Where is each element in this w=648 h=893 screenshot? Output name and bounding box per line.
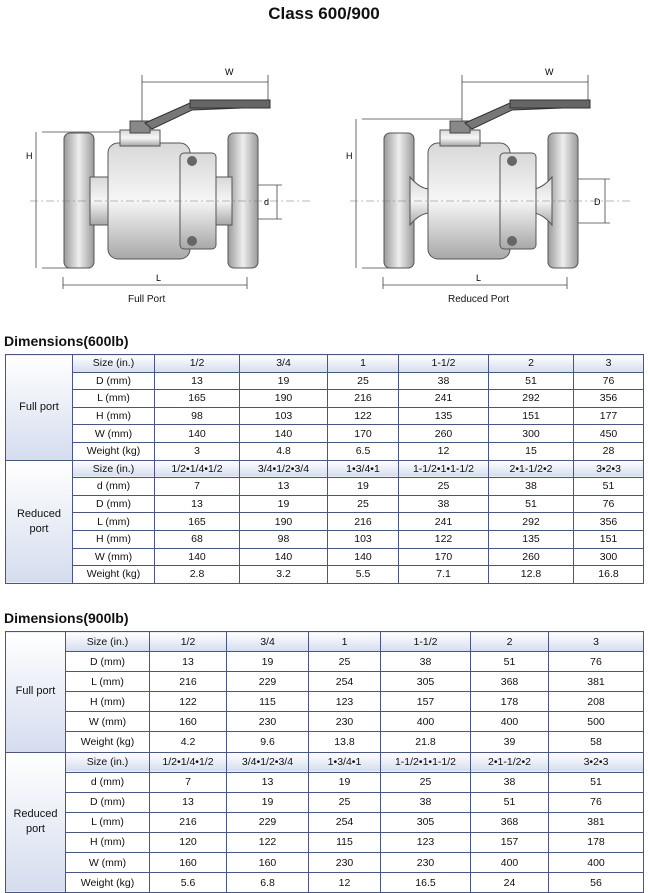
table-cell: 500 bbox=[549, 712, 644, 732]
table-row bbox=[6, 732, 644, 752]
table-cell: 115 bbox=[227, 692, 309, 712]
table-cell: 3/4 bbox=[240, 355, 328, 373]
table-cell: 4.2 bbox=[150, 732, 227, 752]
group-label: Reduced port bbox=[6, 460, 73, 583]
table-cell: 58 bbox=[549, 732, 644, 752]
row-label: Size (in.) bbox=[66, 752, 150, 772]
table-cell: 51 bbox=[489, 495, 574, 513]
table-row bbox=[6, 792, 644, 812]
table-cell: 178 bbox=[471, 692, 549, 712]
table-cell: 6.8 bbox=[227, 873, 309, 893]
table-cell: 160 bbox=[150, 853, 227, 873]
table-row bbox=[6, 632, 644, 652]
table-cell: 7.1 bbox=[399, 566, 489, 584]
table-cell: 115 bbox=[309, 832, 381, 852]
table-cell: 122 bbox=[227, 832, 309, 852]
row-label: D (mm) bbox=[73, 495, 155, 513]
table-cell: 292 bbox=[489, 390, 574, 408]
table-cell: 190 bbox=[240, 390, 328, 408]
table-cell: 254 bbox=[309, 812, 381, 832]
table-cell: 122 bbox=[328, 407, 399, 425]
row-label: D (mm) bbox=[73, 372, 155, 390]
table-cell: 2 bbox=[489, 355, 574, 373]
d-dimension-label: D bbox=[594, 197, 601, 207]
row-label: Size (in.) bbox=[73, 460, 155, 478]
table-cell: 16.5 bbox=[381, 873, 471, 893]
table-cell: 1 bbox=[309, 632, 381, 652]
table-cell: 39 bbox=[471, 732, 549, 752]
table-cell: 1-1/2•1•1-1/2 bbox=[399, 460, 489, 478]
table-cell: 6.5 bbox=[328, 442, 399, 460]
table-cell: 51 bbox=[549, 772, 644, 792]
table-cell: 98 bbox=[240, 530, 328, 548]
l-dimension-label: L bbox=[476, 273, 482, 283]
table-cell: 356 bbox=[574, 513, 644, 531]
table-cell: 305 bbox=[381, 812, 471, 832]
table-row bbox=[6, 752, 644, 772]
table-cell: 103 bbox=[328, 530, 399, 548]
table-cell: 230 bbox=[309, 853, 381, 873]
table-cell: 16.8 bbox=[574, 566, 644, 584]
section-heading-900lb: Dimensions(900lb) bbox=[4, 610, 129, 626]
table-cell: 230 bbox=[381, 853, 471, 873]
row-label: Weight (kg) bbox=[73, 566, 155, 584]
table-cell: 19 bbox=[227, 652, 309, 672]
table-cell: 165 bbox=[155, 513, 240, 531]
table-cell: 260 bbox=[399, 425, 489, 443]
table-cell: 38 bbox=[381, 792, 471, 812]
table-cell: 2•1-1/2•2 bbox=[489, 460, 574, 478]
table-cell: 140 bbox=[328, 548, 399, 566]
table-cell: 7 bbox=[150, 772, 227, 792]
table-cell: 160 bbox=[227, 853, 309, 873]
table-row bbox=[6, 530, 644, 548]
table-cell: 381 bbox=[549, 812, 644, 832]
table-cell: 177 bbox=[574, 407, 644, 425]
table-cell: 13.8 bbox=[309, 732, 381, 752]
table-cell: 400 bbox=[471, 853, 549, 873]
table-row bbox=[6, 513, 644, 531]
table-cell: 123 bbox=[309, 692, 381, 712]
table-cell: 19 bbox=[240, 495, 328, 513]
table-cell: 38 bbox=[399, 495, 489, 513]
row-label: L (mm) bbox=[66, 812, 150, 832]
table-cell: 28 bbox=[574, 442, 644, 460]
table-cell: 356 bbox=[574, 390, 644, 408]
table-cell: 216 bbox=[150, 812, 227, 832]
table-cell: 368 bbox=[471, 672, 549, 692]
table-cell: 25 bbox=[328, 495, 399, 513]
table-cell: 12 bbox=[309, 873, 381, 893]
l-dimension-label: L bbox=[156, 273, 162, 283]
table-cell: 76 bbox=[549, 792, 644, 812]
d-dimension-label: d bbox=[264, 197, 270, 207]
table-cell: 25 bbox=[328, 372, 399, 390]
table-cell: 51 bbox=[489, 372, 574, 390]
table-cell: 24 bbox=[471, 873, 549, 893]
table-cell: 13 bbox=[150, 792, 227, 812]
table-cell: 140 bbox=[240, 548, 328, 566]
table-row bbox=[6, 390, 644, 408]
table-cell: 151 bbox=[574, 530, 644, 548]
table-cell: 13 bbox=[155, 495, 240, 513]
row-label: H (mm) bbox=[73, 530, 155, 548]
table-cell: 216 bbox=[150, 672, 227, 692]
section-heading-600lb: Dimensions(600lb) bbox=[4, 333, 129, 349]
table-cell: 3/4 bbox=[227, 632, 309, 652]
table-cell: 216 bbox=[328, 513, 399, 531]
table-cell: 25 bbox=[399, 478, 489, 496]
table-cell: 51 bbox=[471, 792, 549, 812]
table-cell: 400 bbox=[471, 712, 549, 732]
table-cell: 51 bbox=[471, 652, 549, 672]
table-cell: 1-1/2 bbox=[399, 355, 489, 373]
table-row bbox=[6, 812, 644, 832]
table-cell: 151 bbox=[489, 407, 574, 425]
table-cell: 21.8 bbox=[381, 732, 471, 752]
table-cell: 400 bbox=[549, 853, 644, 873]
table-row bbox=[6, 478, 644, 496]
table-cell: 76 bbox=[574, 372, 644, 390]
row-label: d (mm) bbox=[73, 478, 155, 496]
row-label: Size (in.) bbox=[66, 632, 150, 652]
table-cell: 1/2 bbox=[150, 632, 227, 652]
full-port-drawing bbox=[20, 55, 320, 295]
table-cell: 120 bbox=[150, 832, 227, 852]
row-label: Weight (kg) bbox=[66, 873, 150, 893]
table-row bbox=[6, 566, 644, 584]
table-cell: 135 bbox=[399, 407, 489, 425]
table-cell: 3/4•1/2•3/4 bbox=[227, 752, 309, 772]
row-label: W (mm) bbox=[73, 548, 155, 566]
table-cell: 292 bbox=[489, 513, 574, 531]
table-cell: 122 bbox=[399, 530, 489, 548]
table-cell: 1•3/4•1 bbox=[328, 460, 399, 478]
table-cell: 19 bbox=[309, 772, 381, 792]
table-row bbox=[6, 495, 644, 513]
table-cell: 170 bbox=[328, 425, 399, 443]
w-dimension-label: W bbox=[225, 67, 234, 77]
table-cell: 4.8 bbox=[240, 442, 328, 460]
table-cell: 13 bbox=[240, 478, 328, 496]
table-cell: 160 bbox=[150, 712, 227, 732]
table-cell: 229 bbox=[227, 812, 309, 832]
table-cell: 305 bbox=[381, 672, 471, 692]
table-cell: 135 bbox=[489, 530, 574, 548]
table-cell: 3 bbox=[155, 442, 240, 460]
table-row bbox=[6, 672, 644, 692]
table-cell: 241 bbox=[399, 390, 489, 408]
table-cell: 9.6 bbox=[227, 732, 309, 752]
row-label: L (mm) bbox=[73, 513, 155, 531]
table-row bbox=[6, 873, 644, 893]
table-cell: 13 bbox=[227, 772, 309, 792]
table-row bbox=[6, 372, 644, 390]
dimensions-table-900lb bbox=[5, 631, 644, 893]
table-cell: 208 bbox=[549, 692, 644, 712]
table-cell: 3 bbox=[549, 632, 644, 652]
table-cell: 13 bbox=[155, 372, 240, 390]
table-row bbox=[6, 548, 644, 566]
row-label: W (mm) bbox=[66, 853, 150, 873]
row-label: L (mm) bbox=[66, 672, 150, 692]
table-cell: 15 bbox=[489, 442, 574, 460]
table-cell: 2 bbox=[471, 632, 549, 652]
table-cell: 450 bbox=[574, 425, 644, 443]
table-cell: 56 bbox=[549, 873, 644, 893]
row-label: L (mm) bbox=[73, 390, 155, 408]
table-row bbox=[6, 712, 644, 732]
table-cell: 1/2•1/4•1/2 bbox=[155, 460, 240, 478]
table-cell: 25 bbox=[381, 772, 471, 792]
table-cell: 3•2•3 bbox=[574, 460, 644, 478]
table-cell: 25 bbox=[309, 792, 381, 812]
table-row bbox=[6, 460, 644, 478]
row-label: H (mm) bbox=[73, 407, 155, 425]
row-label: W (mm) bbox=[66, 712, 150, 732]
table-cell: 103 bbox=[240, 407, 328, 425]
row-label: H (mm) bbox=[66, 692, 150, 712]
group-label: Full port bbox=[6, 632, 66, 753]
table-cell: 229 bbox=[227, 672, 309, 692]
table-cell: 25 bbox=[309, 652, 381, 672]
table-row bbox=[6, 652, 644, 672]
table-cell: 140 bbox=[155, 425, 240, 443]
table-cell: 165 bbox=[155, 390, 240, 408]
table-cell: 300 bbox=[489, 425, 574, 443]
table-cell: 2•1-1/2•2 bbox=[471, 752, 549, 772]
row-label: Weight (kg) bbox=[73, 442, 155, 460]
table-cell: 38 bbox=[399, 372, 489, 390]
table-row bbox=[6, 425, 644, 443]
table-cell: 1 bbox=[328, 355, 399, 373]
row-label: d (mm) bbox=[66, 772, 150, 792]
table-cell: 3•2•3 bbox=[549, 752, 644, 772]
table-cell: 122 bbox=[150, 692, 227, 712]
table-cell: 190 bbox=[240, 513, 328, 531]
table-cell: 19 bbox=[328, 478, 399, 496]
table-cell: 1-1/2•1•1-1/2 bbox=[381, 752, 471, 772]
table-cell: 76 bbox=[549, 652, 644, 672]
table-cell: 7 bbox=[155, 478, 240, 496]
table-cell: 241 bbox=[399, 513, 489, 531]
table-cell: 3.2 bbox=[240, 566, 328, 584]
row-label: Weight (kg) bbox=[66, 732, 150, 752]
table-cell: 230 bbox=[309, 712, 381, 732]
row-label: W (mm) bbox=[73, 425, 155, 443]
table-cell: 51 bbox=[574, 478, 644, 496]
table-cell: 19 bbox=[227, 792, 309, 812]
table-cell: 12.8 bbox=[489, 566, 574, 584]
table-cell: 2.8 bbox=[155, 566, 240, 584]
table-cell: 3 bbox=[574, 355, 644, 373]
table-cell: 368 bbox=[471, 812, 549, 832]
table-cell: 38 bbox=[381, 652, 471, 672]
table-row bbox=[6, 355, 644, 373]
group-label: Reduced port bbox=[6, 752, 66, 893]
table-cell: 38 bbox=[471, 772, 549, 792]
full-port-caption: Full Port bbox=[128, 294, 166, 305]
table-cell: 13 bbox=[150, 652, 227, 672]
table-cell: 157 bbox=[471, 832, 549, 852]
table-cell: 1•3/4•1 bbox=[309, 752, 381, 772]
table-cell: 19 bbox=[240, 372, 328, 390]
table-cell: 260 bbox=[489, 548, 574, 566]
h-dimension-label: H bbox=[346, 151, 353, 161]
table-cell: 123 bbox=[381, 832, 471, 852]
table-cell: 76 bbox=[574, 495, 644, 513]
row-label: Size (in.) bbox=[73, 355, 155, 373]
table-row bbox=[6, 692, 644, 712]
table-cell: 140 bbox=[155, 548, 240, 566]
row-label: H (mm) bbox=[66, 832, 150, 852]
reduced-port-drawing bbox=[340, 55, 640, 295]
table-row bbox=[6, 772, 644, 792]
table-cell: 170 bbox=[399, 548, 489, 566]
table-cell: 1/2 bbox=[155, 355, 240, 373]
page-title: Class 600/900 bbox=[268, 4, 380, 23]
table-cell: 98 bbox=[155, 407, 240, 425]
reduced-port-caption: Reduced Port bbox=[448, 294, 510, 305]
table-cell: 12 bbox=[399, 442, 489, 460]
group-label: Full port bbox=[6, 355, 73, 461]
table-cell: 230 bbox=[227, 712, 309, 732]
table-row bbox=[6, 407, 644, 425]
table-cell: 381 bbox=[549, 672, 644, 692]
row-label: D (mm) bbox=[66, 792, 150, 812]
table-cell: 300 bbox=[574, 548, 644, 566]
table-row bbox=[6, 853, 644, 873]
table-row bbox=[6, 832, 644, 852]
table-cell: 178 bbox=[549, 832, 644, 852]
table-cell: 254 bbox=[309, 672, 381, 692]
table-cell: 3/4•1/2•3/4 bbox=[240, 460, 328, 478]
table-cell: 216 bbox=[328, 390, 399, 408]
table-cell: 157 bbox=[381, 692, 471, 712]
table-cell: 140 bbox=[240, 425, 328, 443]
table-cell: 5.5 bbox=[328, 566, 399, 584]
h-dimension-label: H bbox=[26, 151, 33, 161]
row-label: D (mm) bbox=[66, 652, 150, 672]
table-row bbox=[6, 442, 644, 460]
table-cell: 400 bbox=[381, 712, 471, 732]
table-cell: 5.6 bbox=[150, 873, 227, 893]
w-dimension-label: W bbox=[545, 67, 554, 77]
table-cell: 68 bbox=[155, 530, 240, 548]
table-cell: 1/2•1/4•1/2 bbox=[150, 752, 227, 772]
table-cell: 1-1/2 bbox=[381, 632, 471, 652]
table-cell: 38 bbox=[489, 478, 574, 496]
dimensions-table-600lb bbox=[5, 354, 644, 584]
